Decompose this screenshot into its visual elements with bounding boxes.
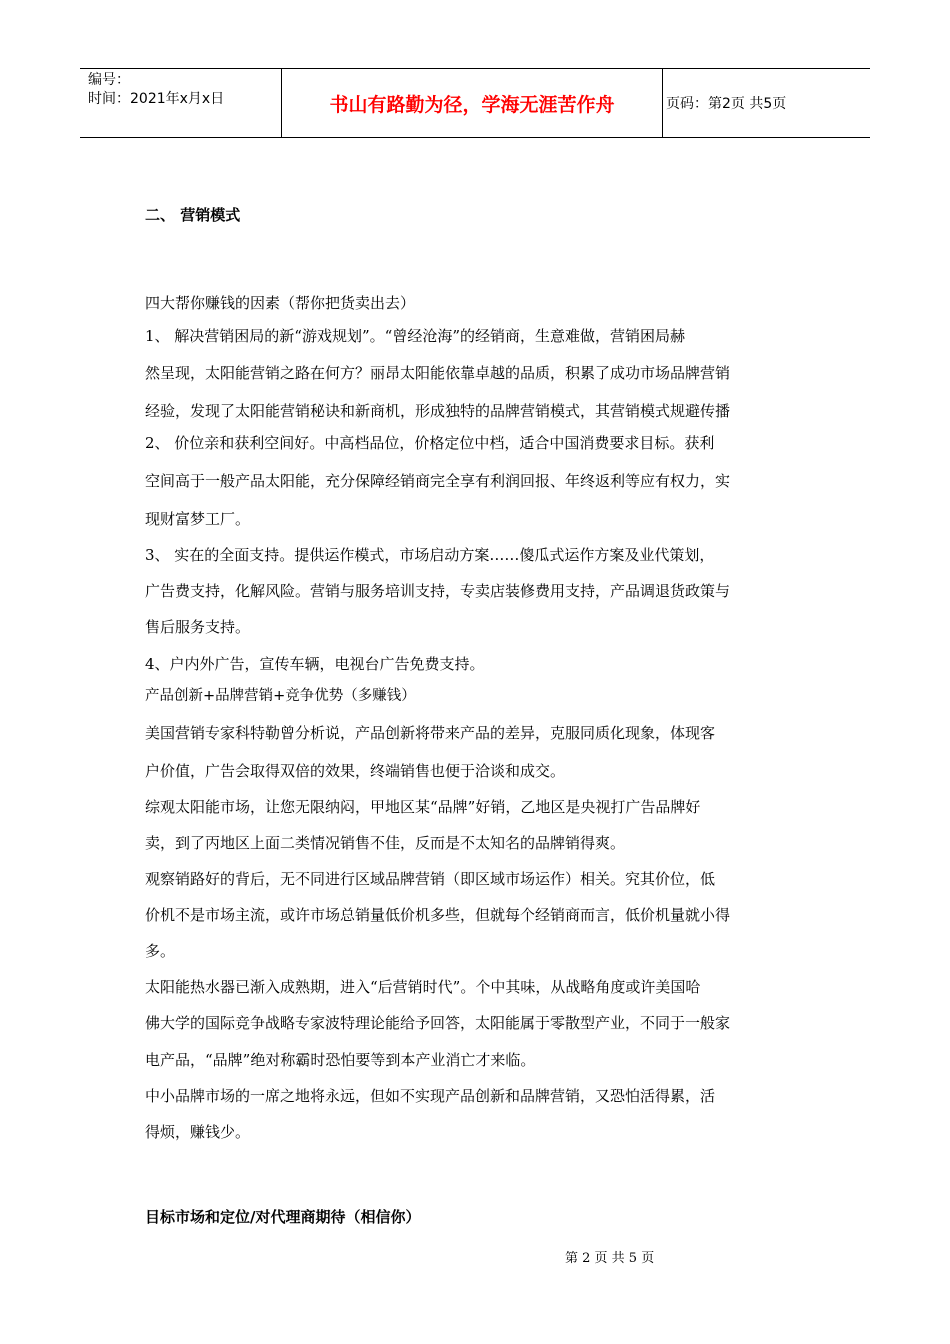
body-line: 中小品牌市场的一席之地将永远，但如不实现产品创新和品牌营销，又恐怕活得累，活 (145, 1087, 716, 1105)
body-line: 价机不是市场主流，或许市场总销量低价机多些，但就每个经销商而言，低价机量就小得 (145, 906, 731, 924)
body-line: 产品创新+品牌营销+竞争优势（多赚钱） (145, 688, 416, 704)
body-line: 美国营销专家科特勒曾分析说，产品创新将带来产品的差异，克服同质化现象，体现客 (145, 724, 716, 742)
closing-title: 目标市场和定位/对代理商期待（相信你） (145, 1208, 421, 1226)
page-code: 页码：第2页 共5页 (666, 96, 787, 112)
body-line: 现财富梦工厂。 (145, 510, 251, 528)
body-line: 得烦，赚钱少。 (145, 1123, 251, 1141)
body-line: 观察销路好的背后，无不同进行区域品牌营销（即区域市场运作）相关。究其价位，低 (145, 870, 716, 888)
body-line: 四大帮你赚钱的因素（帮你把货卖出去） (145, 294, 416, 312)
header-page-code-cell (662, 69, 874, 137)
page-header (80, 68, 870, 138)
body-line: 3、 实在的全面支持。提供运作模式，市场启动方案……傻瓜式运作方案及业代策划， (145, 546, 715, 564)
body-line: 4、户内外广告，宣传车辆，电视台广告免费支持。 (145, 655, 485, 673)
body-line: 经验，发现了太阳能营销秘诀和新商机，形成独特的品牌营销模式，其营销模式规避传播 (145, 402, 731, 420)
body-line: 空间高于一般产品太阳能，充分保障经销商完全享有利润回报、年终返利等应有权力，实 (145, 472, 731, 490)
body-line: 然呈现，太阳能营销之路在何方？丽昂太阳能依靠卓越的品质，积累了成功市场品牌营销 (145, 364, 731, 382)
date-label: 时间：2021年x月x日 (88, 91, 225, 107)
body-line: 太阳能热水器已渐入成熟期，进入“后营销时代”。个中其味，从战略角度或许美国哈 (145, 978, 701, 996)
body-line: 多。 (145, 942, 176, 960)
number-label: 编号： (88, 72, 130, 88)
body-line: 广告费支持，化解风险。营销与服务培训支持，专卖店装修费用支持，产品调退货政策与 (145, 582, 731, 600)
body-line: 佛大学的国际竞争战略专家波特理论能给予回答，太阳能属于零散型产业，不同于一般家 (145, 1014, 731, 1032)
body-line: 综观太阳能市场，让您无限纳闷，甲地区某“品牌”好销，乙地区是央视打广告品牌好 (145, 798, 701, 816)
body-line: 1、 解决营销困局的新“游戏规划”。“曾经沧海”的经销商，生意难做，营销困局赫 (145, 327, 685, 345)
header-meta (80, 69, 280, 139)
motto: 书山有路勤为径，学海无涯苦作舟 (329, 93, 615, 116)
body-line: 售后服务支持。 (145, 618, 251, 636)
body-line: 电产品，“品牌”绝对称霸时恐怕要等到本产业消亡才来临。 (145, 1051, 536, 1069)
section-title: 二、 营销模式 (145, 206, 241, 224)
page-footer: 第 2 页 共 5 页 (565, 1251, 655, 1266)
body-line: 户价值，广告会取得双倍的效果，终端销售也便于洽谈和成交。 (145, 762, 566, 780)
body-line: 2、 价位亲和获利空间好。中高档品位，价格定位中档，适合中国消费要求目标。获利 (145, 434, 715, 452)
body-line: 卖，到了丙地区上面二类情况销售不佳，反而是不太知名的品牌销得爽。 (145, 834, 626, 852)
header-motto-cell (281, 69, 663, 137)
